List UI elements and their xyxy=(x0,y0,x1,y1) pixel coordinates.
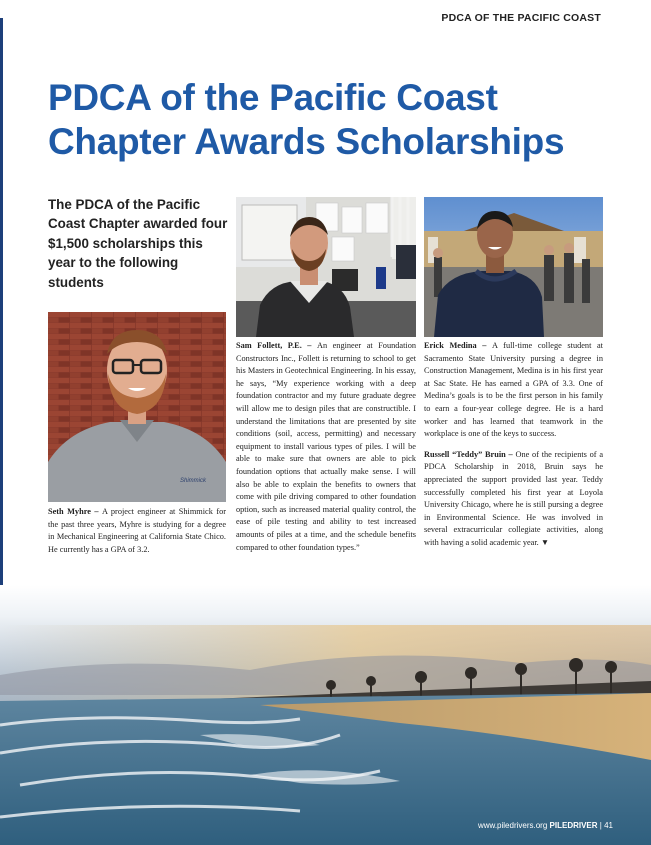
student-name-erick: Erick Medina xyxy=(424,341,477,350)
photo-erick-medina xyxy=(424,197,603,337)
student-column-sam-follett xyxy=(236,340,416,554)
photo-sam-follett xyxy=(236,197,416,337)
title-line-2: Chapter Awards Scholarships xyxy=(48,121,565,162)
shirt-logo-text: Shimmick xyxy=(180,478,207,484)
student-column-seth-myhre xyxy=(48,506,226,556)
photo-seth-myhre xyxy=(48,312,226,502)
section-label: PDCA OF THE PACIFIC COAST xyxy=(441,12,601,24)
page-edge-rule xyxy=(0,18,3,668)
title-line-1: PDCA of the Pacific Coast xyxy=(48,77,498,118)
student-text-sam: An engineer at Foundation Constructors Inc., Follett is returning to school to get his Masters in Geotechnical Engineering. In his essay, he says, “My experience working with a deep foundation contractor and my future graduate degree will allow me to design piles that are constructible. I understand the limitations that are presented by site conditions (soil, access, permitting) and necessary equipment to install various types of piles. I will be able to make sure that owners are able to pick foundation options that actually make sense. I will also be able to explain the benefits to owners that come with pile driving compared to other foundation option, such as increased material quality control, the ease of pile testing and ability to test increased amounts of piles at a time, and the schedule benefits compared to other foundation types.” xyxy=(236,341,416,552)
name-separator: – xyxy=(90,507,102,516)
name-separator: – xyxy=(301,341,317,350)
intro-text: The PDCA of the Pacific Coast Chapter awarded four $1,500 scholarships this year to the following students xyxy=(48,197,228,290)
footer-separator: | xyxy=(599,821,602,830)
name-separator: – xyxy=(476,341,493,350)
footer-url: www.piledrivers.org xyxy=(477,821,548,830)
student-text-erick: A full-time college student at Sacramento State University pursing a degree in Construction Management, Medina is in his first year at Sac State. He has earned a GPA of 3.3. One of Medina’s goals is to be the first person in his family to earn a four-year college degree. He is a hard worker and has learned that teamwork in the workplace is one of the keys to success. xyxy=(424,341,603,439)
end-of-article-mark: ▼ xyxy=(540,537,550,547)
beach-background-image xyxy=(0,585,651,845)
footer-publication: PILEDRIVER xyxy=(549,821,598,830)
student-bio-seth xyxy=(48,506,226,556)
student-bio-sam xyxy=(236,340,416,554)
name-separator: – xyxy=(505,449,516,459)
page-footer xyxy=(478,821,613,830)
student-text-russell: One of the recipients of a PDCA Scholarship in 2018, Bruin says he appreciated the support provided last year. Teddy successfully completed his first year at Loyola University Chicago, where he is still pursing a degree in Environmental Science. He was involved in several extracurricular collegiate activities, along with having a solid academic year. xyxy=(424,449,604,547)
page-number: 41 xyxy=(604,821,613,830)
student-column-erick-and-russell xyxy=(424,340,603,550)
student-name-russell: Russell “Teddy” Bruin xyxy=(424,449,506,459)
student-bio-erick xyxy=(424,340,603,441)
student-name-seth: Seth Myhre xyxy=(48,507,91,516)
student-text-seth: A project engineer at Shimmick for the past three years, Myhre is studying for a degree in Mechanical Engineering at California State Chico. He currently has a GPA of 3.2. xyxy=(48,507,226,554)
page-title xyxy=(48,76,618,164)
student-bio-russell xyxy=(424,449,603,550)
student-name-sam: Sam Follett, P.E. xyxy=(236,341,302,350)
